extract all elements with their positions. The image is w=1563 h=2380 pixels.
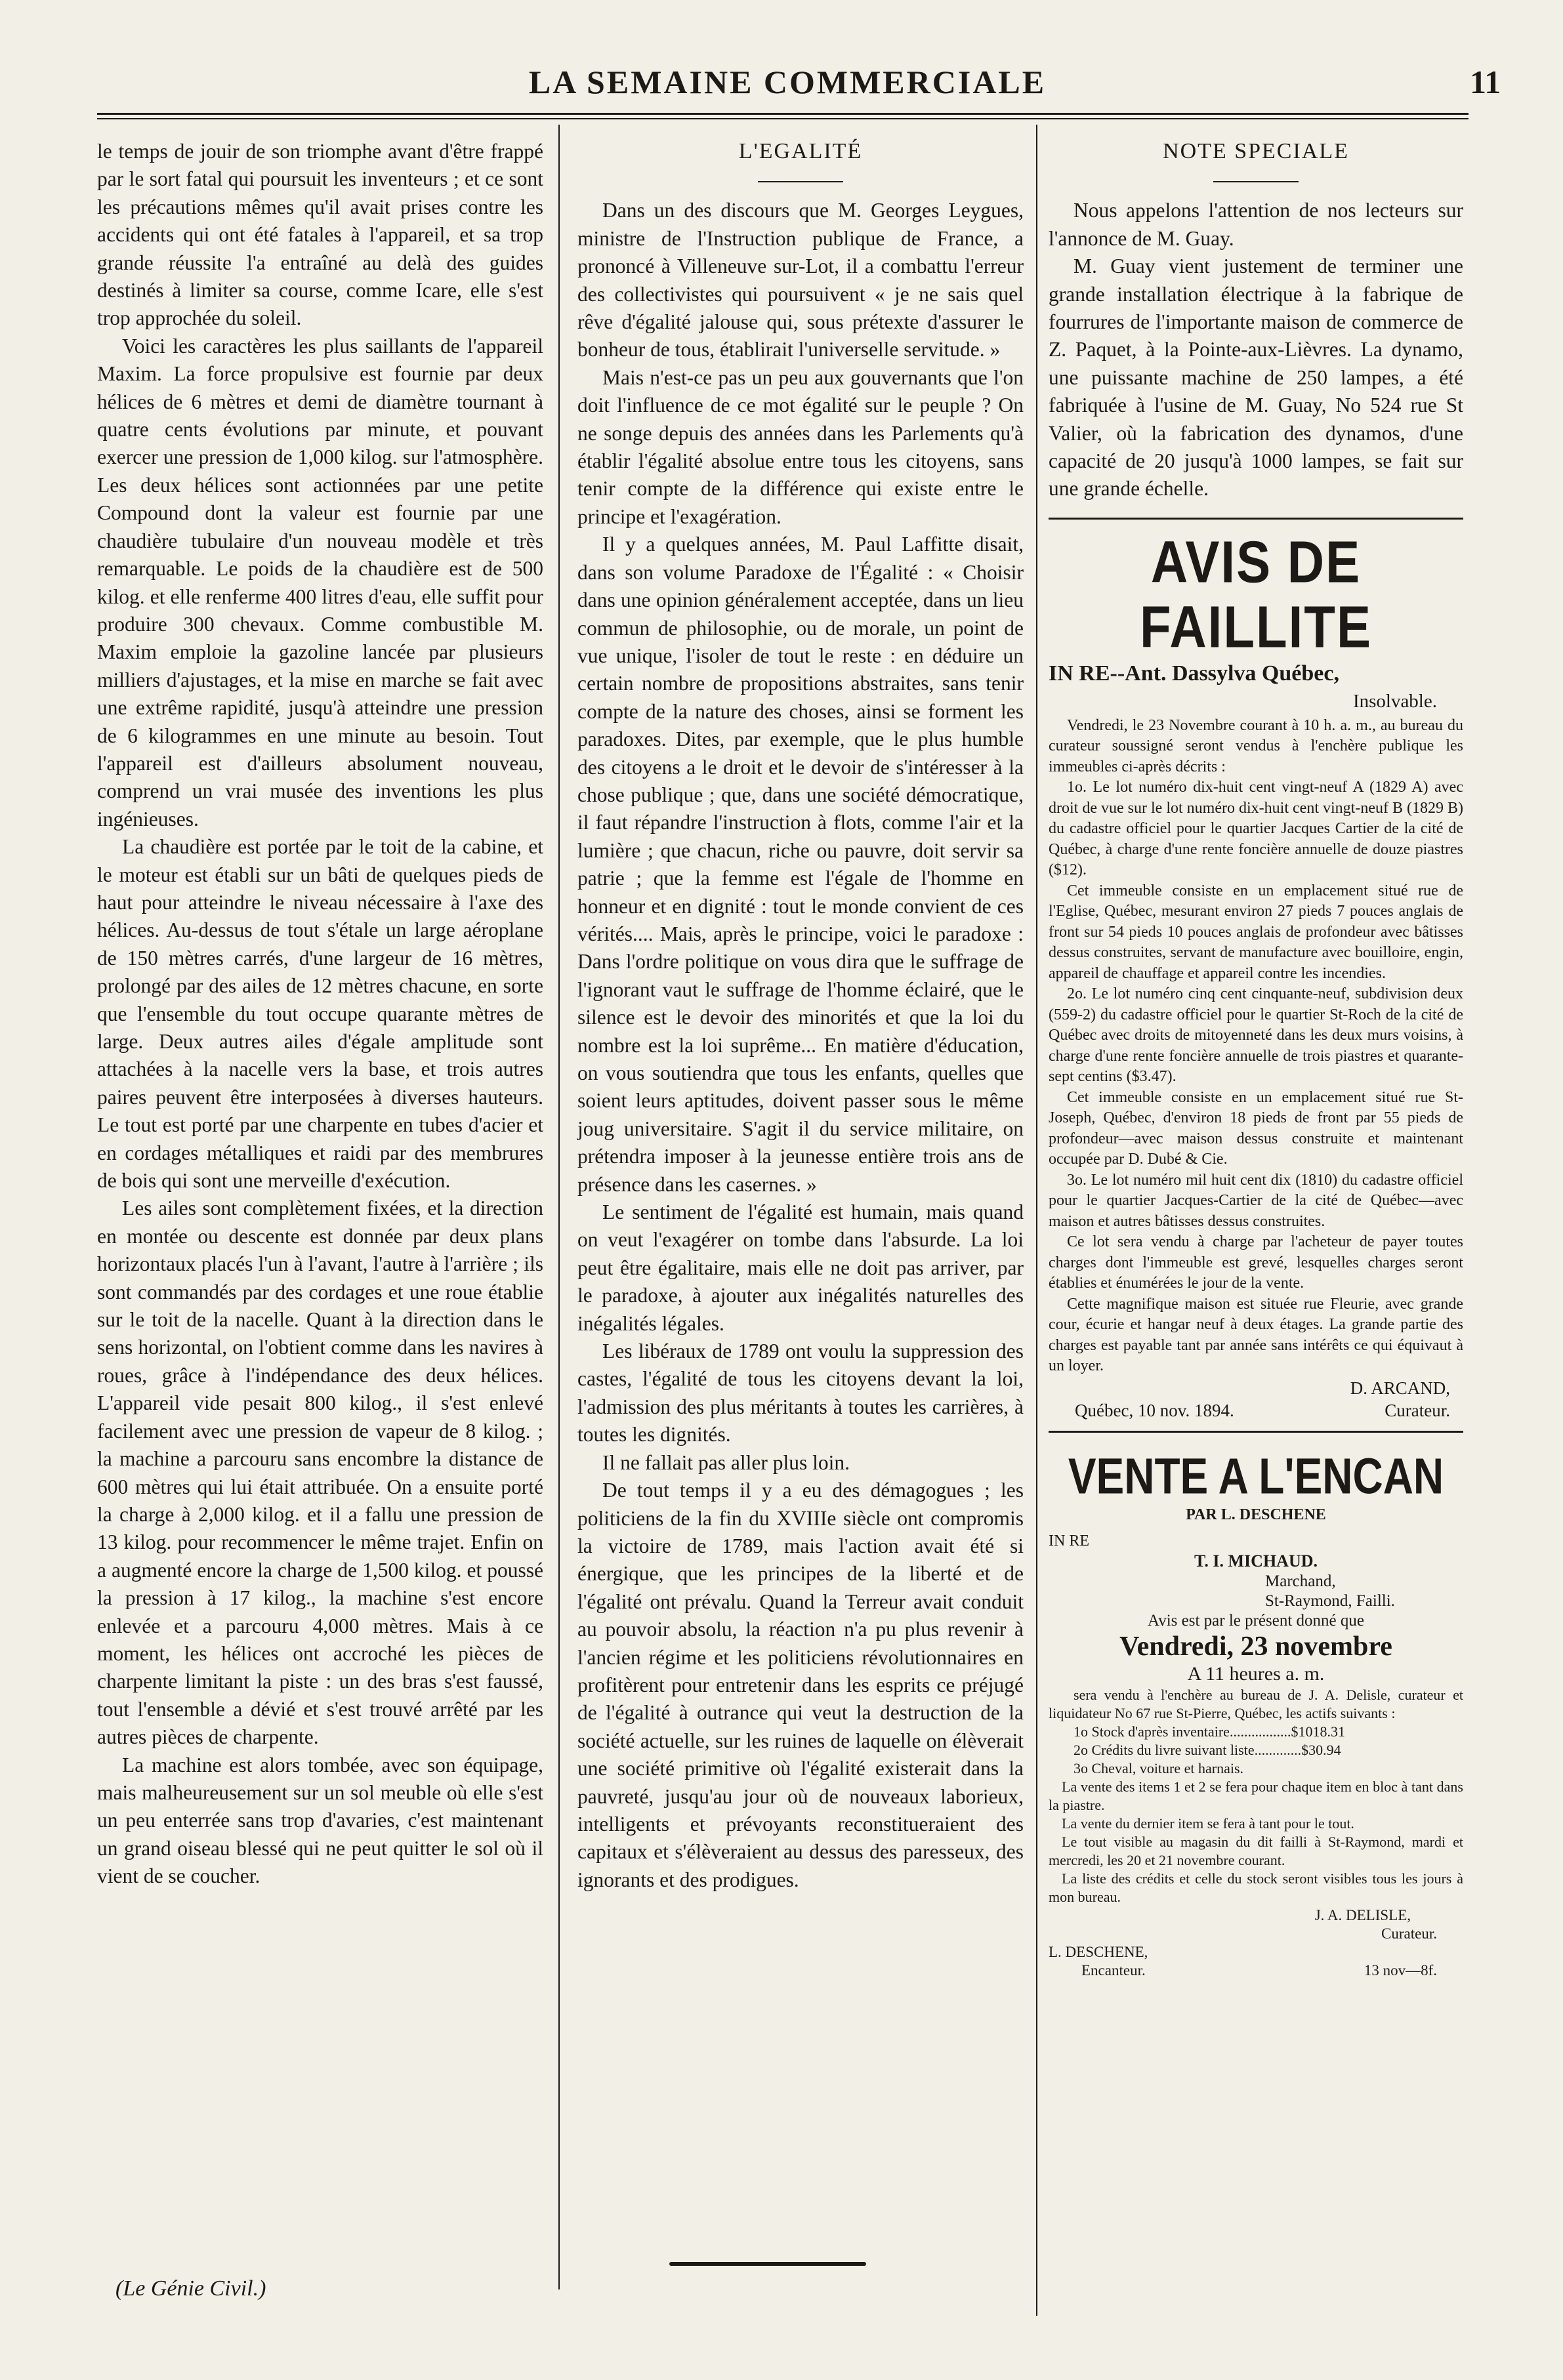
avis-signer: D. ARCAND, [1350,1378,1450,1398]
note-paragraph: Nous appelons l'attention de nos lecteurs sur l'annonce de M. Guay. [1049,199,1463,250]
title-rule [1213,181,1299,182]
article-paragraph: Le sentiment de l'égalité est humain, mais quand on veut l'exagérer on tombe dans l'absurde. La loi peut être égalitaire, mais elle ne doit pas arriver, par le paradoxe, à ajouter aux inégalités naturelles des inégalités légales. [577,1200,1024,1335]
article-paragraph: De tout temps il y a eu des démagogues ; les politiciens de la fin du XVIIIe siècle ont compromis la victoire de 1789, mais l'action avait été si énergique, que les principes de la liberté et de l'égalité ont prévalu. Quand la Terreur avait conduit au pouvoir absolu, la réaction n'a pu plus revenir à l'ancien régime et les politiciens révolutionnaires en profitèrent pour entretenir dans les esprits ce préjugé de l'égalité à outrance qui veut la destruction de la société actuelle, sur les ruines de laquelle on élèverait une société primitive où l'égalité existerait dans la pauvreté, jusqu'au jour où de nouveaux laborieux, intelligents et prévoyants reconstitueraient des capitaux et s'élèveraient au dessus des paresseux, des ignorants et des prodigues. [577,1479,1024,1891]
vente-auctioneer-name: L. DESCHENE, [1049,1943,1148,1960]
vente-occupation: Marchand, [1265,1572,1336,1590]
vente-line: 3o Cheval, voiture et harnais. [1073,1759,1244,1776]
article-egalite-column [577,138,1024,1894]
vente-line: Le tout visible au magasin du dit failli à St-Raymond, mardi et mercredi, les 20 et 21 novembre courant. [1049,1833,1463,1868]
notices-column [1049,138,1463,1980]
article-paragraph: Dans un des discours que M. Georges Leygues, ministre de l'Instruction publique de France, a prononcé à Villeneuve sur-Lot, il a combattu l'erreur des collectivistes qui poursuivent « je ne sais quel rêve d'égalité jalouse qui, sous prétexte d'assurer le bonheur de tous, établirait l'universelle servitude. » [577,199,1024,361]
avis-paragraph: Vendredi, le 23 Novembre courant à 10 h. a. m., au bureau du curateur soussigné seront vendus à l'enchère publique les immeubles ci-après décrits : [1049,716,1463,775]
vente-line: sera vendu à l'enchère au bureau de J. A. Delisle, curateur et liquidateur No 67 rue St-Pierre, Québec, les actifs suivants : [1049,1686,1463,1721]
avis-insolvable: Insolvable. [1352,691,1437,712]
article-source: (Le Génie Civil.) [115,2276,266,2301]
page-header-title: LA SEMAINE COMMERCIALE [528,64,1047,100]
article-paragraph: Les ailes sont complètement fixées, et la direction en montée ou descente est donnée par deux plans horizontaux placés l'un à l'avant, l'autre à l'arrière ; ils sont commandés par des cordages et une roue établie sur le toit de la nacelle. Quant à la direction dans le sens horizontal, on l'obtient comme dans les navires à roues, grâce à l'indépendance des deux hélices. L'appareil vide pesait 800 kilog., il s'est enlevé facilement avec une pression de vapeur de 8 kilog. ; la machine a parcouru sans encombre la distance de 600 mètres qui lui était attribuée. On a ensuite porté la charge à 2,000 kilog. et il a fallu une pression de 13 kilog. pour recommencer le même trajet. Enfin on a augmenté encore la charge de 1,500 kilog. et poussé la pression à 17 kilog., la machine s'est encore enlevée et a parcouru 4,000 mètres. Mais à ce moment, les hélices ont accroché les pièces de charpente limitant la piste : un des bras s'est faussé, tout l'ensemble a dévié et s'est trouvé arrêté par les autres pièces de charpente. [97,1197,543,1749]
column-divider-1 [558,125,560,2289]
vente-time: A 11 heures a. m. [1187,1662,1325,1685]
vente-curator-role: Curateur. [1381,1925,1437,1942]
avis-paragraph: Ce lot sera vendu à charge par l'acheteur de payer toutes charges dont l'immeuble est grevé, lesquelles charges seront établies et énumérées le jour de la vente. [1049,1233,1463,1292]
vente-name: T. I. MICHAUD. [1194,1551,1318,1570]
vente-title: VENTE A L'ENCAN [1068,1447,1444,1504]
avis-paragraph: 2o. Le lot numéro cinq cent cinquante-neuf, subdivision deux (559-2) du cadastre officiel pour le quartier St-Roch de la cité de Québec avec droits de mitoyenneté dans les deux murs voisins, à charge d'une rente foncière annuelle de trois piastres et quarante-sept centins ($3.47). [1049,985,1463,1086]
article-end-rule [669,2262,866,2266]
article-paragraph: Les libéraux de 1789 ont voulu la suppression des castes, l'égalité de tous les citoyens devant la loi, l'admission des plus méritants à toutes les carrières, à toutes les dignités. [577,1340,1024,1446]
section-divider [1049,518,1463,520]
avis-role: Curateur. [1385,1400,1450,1420]
vente-notice: Avis est par le présent donné que [1148,1611,1364,1630]
avis-paragraph: Cette magnifique maison est située rue Fleurie, avec grande cour, écurie et hangar neuf à deux étages. La grande partie des charges est payable tant par année sans intérêts ce qui équivaut à un loyer. [1049,1295,1463,1375]
section-divider [1049,1431,1463,1433]
article-paragraph: Voici les caractères les plus saillants de l'appareil Maxim. La force propulsive est fournie par deux hélices de 6 mètres et demi de diamètre tournant à quatre cents évolutions par minute, et pouvant exercer une pression de 1,000 kilog. sur l'atmosphère. Les deux hélices sont actionnées par une petite Compound dont la valeur est fournie par une chaudière tubulaire d'un nouveau modèle et très remarquable. Le poids de la chaudière est de 500 kilog. et elle renferme 400 litres d'eau, elle suffit pour produire 300 chevaux. Comme combustible M. Maxim emploie la gazoline lancée par plusieurs milliers d'ajustages, et la mise en marche se fait avec une extrême rapidité, jusqu'à atteindre une pression de 6 kilogrammes en une minute au besoin. Tout l'appareil est d'ailleurs absolument nouveau, comprend un vrai musée des inventions les plus ingénieuses. [97,334,543,831]
vente-curator-name: J. A. DELISLE, [1314,1906,1411,1923]
avis-paragraph: Cet immeuble consiste en un emplacement situé rue de l'Eglise, Québec, mesurant environ 27 pieds 7 pouces anglais de front sur 54 pieds 10 pouces anglais de profondeur avec bâtisses dessus construites, servant de manufacture avec bouilloire, engin, appareil de chauffage et appareil contre les incendies. [1049,882,1463,982]
header-rule-bottom [97,118,1469,119]
vente-line: La vente des items 1 et 2 se fera pour chaque item en bloc à tant dans la piastre. [1049,1778,1463,1813]
vente-line: 2o Crédits du livre suivant liste.............$30.94 [1073,1741,1341,1758]
vente-date: Vendredi, 23 novembre [1119,1631,1392,1662]
avis-paragraph: Cet immeuble consiste en un emplacement situé rue St-Joseph, Québec, d'environ 18 pieds de front par 55 pieds de profondeur—avec maison dessus construite et maintenant occupée par D. Dubé & Cie. [1049,1088,1463,1168]
vente-auctioneer-role: Encanteur. [1081,1961,1146,1979]
article-paragraph: La chaudière est portée par le toit de la cabine, et le moteur est établi sur un bâti de quelques pieds de haut pour atteindre le niveau nécessaire à l'axe des hélices. Au-dessus de tout s'étale un large aéroplane de 150 mètres carrés, d'une largeur de 16 mètres, prolongé par des ailes de 12 mètres chacune, en sorte que l'ensemble du tout occupe quarante mètres de large. Deux autres ailes d'égale amplitude sont attachées à la nacelle vers la base, et trois autres paires peuvent être interposées à diverses hauteurs. Le tout est porté par une charpente en tubes d'acier et en cordages métalliques et raidi par des membrures de bois qui sont une merveille d'exécution. [97,835,543,1193]
article-paragraph: Il ne fallait pas aller plus loin. [602,1450,850,1474]
vente-footer-row [1049,1961,1463,1980]
vente-location: St-Raymond, Failli. [1265,1591,1395,1610]
avis-body [1049,716,1463,1377]
article-paragraph: le temps de jouir de son triomphe avant d'être frappé par le sort fatal qui poursuit les inventeurs ; et ce sont les précautions mêmes qu'il avait prises contre les accidents qui ont été fatales à l'appareil, et sa trop grande réussite l'a entraîné au delà des guides destinés à limiter sa course, comme Icare, elle s'est trop approchée du soleil. [97,140,543,330]
article-paragraph: La machine est alors tombée, avec son équipage, mais malheureusement sur un sol meuble où elle s'est un peu enterrée sans trop d'avaries, c'est maintenant un grand oiseau blessé qui ne peut quitter le sol où il vient de se coucher. [97,1753,543,1888]
note-title: NOTE SPECIALE [1163,139,1349,163]
avis-place-date: Québec, 10 nov. 1894. [1075,1400,1234,1420]
vente-line: 1o Stock d'après inventaire.................$1018.31 [1073,1723,1345,1740]
vente-inre: IN RE [1049,1532,1089,1549]
avis-paragraph: 3o. Le lot numéro mil huit cent dix (1810) du cadastre officiel pour le quartier Jacques-Cartier de la cité de Québec—avec maison et autres bâtisses dessus construites. [1049,1171,1463,1230]
header-rule-top [97,113,1469,115]
avis-signature-row [1049,1399,1463,1422]
article-paragraph: Il y a quelques années, M. Paul Laffitte disait, dans son volume Paradoxe de l'Égalité : « Choisir dans une opinion généralement acceptée, dans un lieu commun de philosophie, ou de morale, un point de vue unique, l'isoler de tout le reste : en déduire un certain nombre de propositions abstraites, sans tenir compte de la nature des choses, ainsi se forment les paradoxes. Dites, par exemple, que le plus humble des citoyens a le droit et le devoir de s'intéresser à la chose publique ; que, dans une société démocratique, il faut répandre l'instruction à flots, comme l'air et la lumière ; que chacun, riche ou pauvre, doit servir sa patrie ; que la femme est l'égale de l'homme en honneur et en dignité : tout le monde convient de ces vérités.... Mais, après le principe, voici le paradoxe : Dans l'ordre politique on vous dira que le suffrage de l'ignorant vaut le suffrage de l'homme éclairé, que le silence est le devoir des minorités et que la loi du nombre est la loi suprême... En matière d'éducation, on vous soutiendra que tous les enfants, quelles que soient leurs aptitudes, doivent passer sous le même joug universitaire. S'agit il du service militaire, on prétendra imposer à la jeunesse entière trois ans de présence dans les casernes. » [577,533,1024,1196]
vente-by: PAR L. DESCHENE [1186,1506,1326,1523]
vente-line: La vente du dernier item se fera à tant pour le tout. [1062,1815,1354,1832]
note-paragraph: M. Guay vient justement de terminer une grande installation électrique à la fabrique de fourrures de l'importante maison de commerce de Z. Paquet, à la Pointe-aux-Lièvres. La dynamo, une puissante machine de 250 lampes, a été fabriquée à l'usine de M. Guay, No 524 rue St Valier, où la fabrication des dynamos, d'une capacité de 20 jusqu'à 1000 lampes, se fait sur une grande échelle. [1049,255,1463,501]
avis-inre: IN RE--Ant. Dassylva Québec, [1049,661,1339,686]
avis-faillite-title: AVIS DE FAILLITE [1140,528,1372,660]
article-title: L'EGALITÉ [738,139,863,163]
page-number: 11 [1470,64,1501,100]
column-divider-2 [1036,125,1037,2316]
title-rule [758,181,843,182]
article-aviation-column [97,138,543,1891]
avis-paragraph: 1o. Le lot numéro dix-huit cent vingt-neuf A (1829 A) avec droit de vue sur le lot numéro dix-huit cent vingt-neuf B (1829 B) du cadastre officiel pour le quartier Jacques Cartier de la cité de Québec, à charge d'une rente foncière annuelle de douze piastres ($12). [1049,779,1463,879]
vente-line: La liste des crédits et celle du stock seront visibles tous les jours à mon bureau. [1049,1870,1463,1905]
article-paragraph: Mais n'est-ce pas un peu aux gouvernants que l'on doit l'influence de ce mot égalité sur le peuple ? On ne songe depuis des années dans les Parlements qu'à établir l'égalité absolue entre tous les citoyens, sans tenir compte de la différence qui existe entre le principe et l'exagération. [577,365,1024,528]
vente-ref: 13 nov—8f. [1364,1961,1437,1979]
vente-body [1049,1686,1463,1906]
